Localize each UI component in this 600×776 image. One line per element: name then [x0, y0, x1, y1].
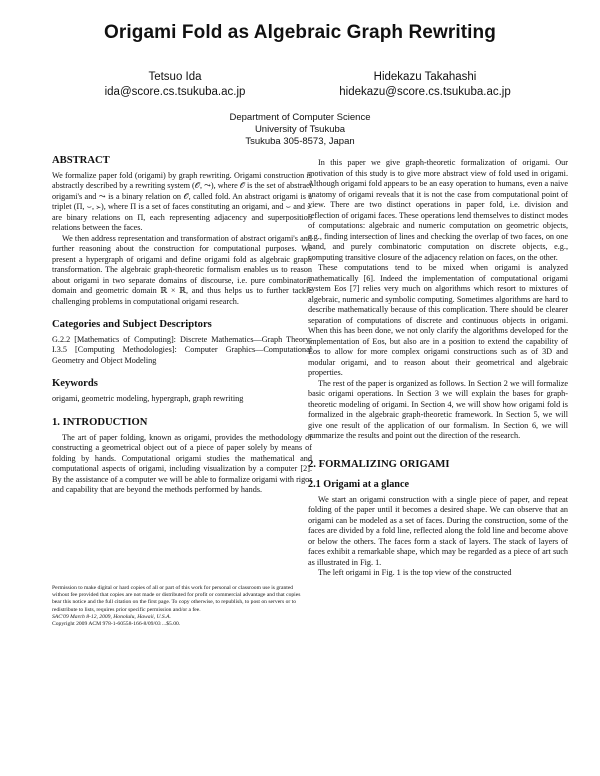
affiliation-university: University of Tsukuba: [254, 124, 346, 135]
keywords-text: origami, geometric modeling, hypergraph, graph rewriting: [52, 393, 244, 403]
affiliation-department: Department of Computer Science: [229, 112, 371, 123]
categories-text: G.2.2 [Mathematics of Computing]: Discrete Mathematics—Graph Theory; I.3.5 [Computing Methodologies]: Computer Graphics—Computational Geometry and Object Modeling: [52, 334, 312, 365]
introduction-paragraph-1: The art of paper folding, known as origami, provides the methodology of constructing a geometrical object out of a piece of paper solely by means of folding by hands. Computational origami studies the mathematical and computational aspects of origami, including visualization by a computer [2]. By the assistance of a computer we will be able to formalize origami with rigor and capability that are beyond the methods performed by hands.: [52, 432, 312, 494]
affiliation-address: Tsukuba 305-8573, Japan: [245, 136, 355, 147]
conference-info: SAC'09 March 8-12, 2009, Honolulu, Hawaii, U.S.A.: [52, 613, 171, 620]
abstract-paragraph-1: We formalize paper fold (origami) by graph rewriting. Origami construction is abstractly described by a rewriting system (𝒪, ⤳), where 𝒪 is the set of abstract origami's and ⤳ is a binary relation on 𝒪, called fold. An abstract origami is a triplet (Π, ⌣, ≻), where Π is a set of faces constituting an origami, and ⌣ and ≻ are binary relations on Π, each representing adjacency and superposition relations between the faces.: [52, 170, 312, 232]
body-paragraph-2: These computations tend to be mixed when origami is analyzed mathematically [6]. Indeed the implementation of computational origami system Eos [7] relies very much on algorithms which resort to mixtures of algebraic, numeric and symbolic computing. Sometimes algorithms are hard to describe mathematically because of this complication. There should be clearer separation of computations of discrete and continuous objects in origami. When this has been done, we not only clarify the algorithms developed for the implementation of Eos, but also are in a position to extend the capability of Eos to allow for more complex origami constructions such as of 3D and modular origami, and to reason about their geometrical and algebraic properties.: [308, 263, 568, 377]
abstract-paragraph-2: We then address representation and transformation of abstract origami's and further reasoning about the construction for computational purposes. We present a hypergraph of origami and define origami fold as algebraic graph transformation. The algebraic graph-theoretic formalism enables us to reason about origami in two separate domains of discourse, i.e. pure combinatoric domain and geometric domain ℝ × ℝ, and thus helps us to further tackle challenging problems in computational origami research.: [52, 233, 312, 306]
copyright-notice: Copyright 2009 ACM 978-1-60558-166-8/09/03 ...$5.00.: [52, 621, 181, 628]
author-name: Hidekazu Takahashi: [373, 71, 477, 83]
left-column: [52, 156, 312, 496]
categories-heading: Categories and Subject Descriptors: [52, 319, 212, 330]
body-paragraph-1: In this paper we give graph-theoretic formalization of origami. Our motivation of this study is to give more abstract view of fold used in origami. Although origami fold appears to be an easy operation to humans, even a naive anatomy of origami reveals that it is not the case from computational point of view. There are two distinct operations in paper fold, i.e. division and reflection of origami faces. These operations lend themselves to distinct modes of computations: algebraic and numeric computation on geometric objects, e.g., finding intersection of lines and checking the overlap of two faces, on one hand, and purely combinatoric computation on discrete objects, e.g., computing transitive closure of the adjacency relation on faces, on the other.: [308, 158, 568, 262]
author-block-2: [300, 70, 550, 100]
permission-notice: Permission to make digital or hard copies of all or part of this work for personal or classroom use is granted without fee provided that copies are not made or distributed for profit or commercial advantage and that copies bear this notice and the full citation on the first page. To copy otherwise, to republish, to post on servers or to redistribute to lists, requires prior specific permission and/or a fee.: [52, 585, 301, 613]
author-email: hidekazu@score.cs.tsukuba.ac.jp: [339, 86, 511, 98]
right-column: [308, 158, 568, 579]
abstract-heading: ABSTRACT: [52, 155, 110, 166]
author-name: Tetsuo Ida: [148, 71, 202, 83]
subsection-2-1-heading: 2.1 Origami at a glance: [308, 479, 410, 490]
paper-title: Origami Fold as Algebraic Graph Rewriting: [104, 22, 496, 43]
author-email: ida@score.cs.tsukuba.ac.jp: [104, 86, 246, 98]
permission-footnote: [52, 585, 307, 628]
affiliation: [0, 112, 600, 148]
author-block-1: [50, 70, 300, 100]
section-2-heading: 2. FORMALIZING ORIGAMI: [308, 458, 450, 470]
keywords-heading: Keywords: [52, 378, 98, 389]
introduction-heading: 1. INTRODUCTION: [52, 417, 148, 428]
body-paragraph-3: The rest of the paper is organized as follows. In Section 2 we will formalize basic origami operations. In Section 3 we will explain the bases for graph-theoretic modeling of origami. In Section 4, we will show how origami fold is formalized in the algebraic graph-theoretic framework. In Section 5, we will give one result of the application of our formalism. In Section 6, we will summarize the results and point out the direction of the research.: [308, 378, 568, 440]
body-paragraph-4: We start an origami construction with a single piece of paper, and repeat folding of the paper until it becomes a desired shape. We can observe that an origami can be modeled as a set of faces. During the construction, some of the faces are divided by a fold line, reflected along the fold line and become above or below the others. The faces form a stack of layers. The stack of layers of faces exhibit a remarkable shape, which may be regarded as a piece of art such as illustrated in Fig. 1.: [308, 494, 568, 567]
body-paragraph-5: The left origami in Fig. 1 is the top view of the constructed: [318, 568, 512, 577]
